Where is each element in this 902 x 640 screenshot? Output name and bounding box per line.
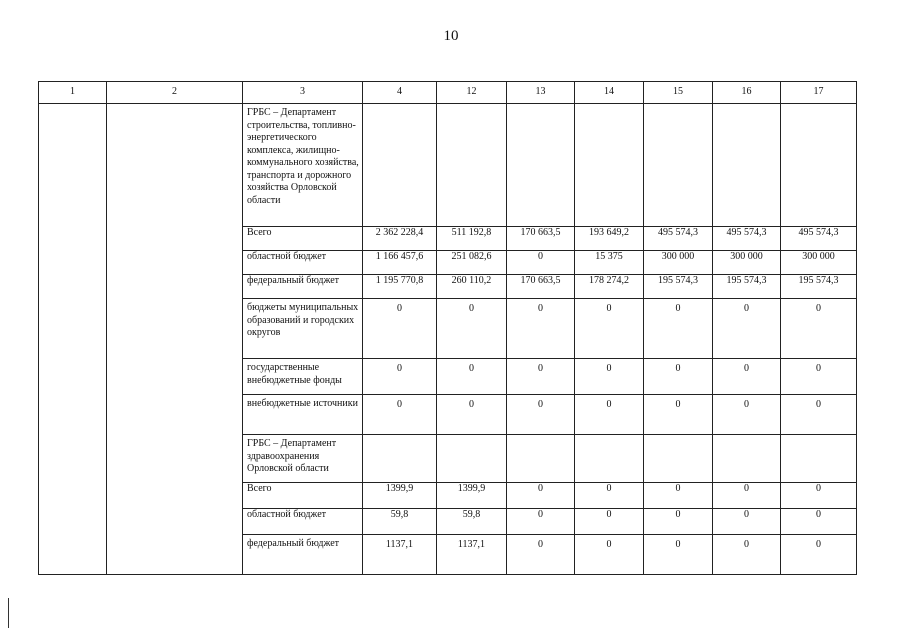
value-cell: 0 (713, 395, 781, 435)
value-cell: 0 (363, 299, 437, 359)
value-cell: 0 (575, 395, 644, 435)
value-cell: 170 663,5 (507, 275, 575, 299)
value-cell: 0 (781, 395, 857, 435)
value-cell: 495 574,3 (644, 227, 713, 251)
value-cell: 495 574,3 (781, 227, 857, 251)
value-cell: 0 (713, 299, 781, 359)
header-cell: 1 (39, 82, 107, 104)
value-cell: 195 574,3 (644, 275, 713, 299)
value-cell: 0 (507, 251, 575, 275)
value-cell: 511 192,8 (437, 227, 507, 251)
row-label: областной бюджет (243, 509, 363, 535)
value-cell: 251 082,6 (437, 251, 507, 275)
value-cell: 0 (575, 483, 644, 509)
value-cell: 300 000 (713, 251, 781, 275)
value-cell: 0 (713, 535, 781, 575)
value-cell: 0 (713, 483, 781, 509)
value-cell: 300 000 (644, 251, 713, 275)
row-label: федеральный бюджет (243, 535, 363, 575)
value-cell: 0 (781, 483, 857, 509)
value-cell: 260 110,2 (437, 275, 507, 299)
value-cell: 495 574,3 (713, 227, 781, 251)
value-cell: 0 (644, 299, 713, 359)
value-cell: 0 (781, 509, 857, 535)
value-cell: 0 (644, 535, 713, 575)
value-cell: 0 (713, 359, 781, 395)
value-cell: 300 000 (781, 251, 857, 275)
header-cell: 15 (644, 82, 713, 104)
value-cell: 0 (507, 395, 575, 435)
value-cell: 195 574,3 (713, 275, 781, 299)
row-label: ГРБС – Департамент строительства, топливно-энергетического комплекса, жилищно-коммунального хозяйства, транспорта и дорожного хозяйства Орловской области (243, 104, 363, 227)
value-cell: 1399,9 (363, 483, 437, 509)
value-cell: 0 (575, 535, 644, 575)
value-cell (644, 435, 713, 483)
row-label: бюджеты муниципальных образований и городских округов (243, 299, 363, 359)
value-cell (713, 435, 781, 483)
row-label: областной бюджет (243, 251, 363, 275)
value-cell: 0 (507, 483, 575, 509)
value-cell: 59,8 (363, 509, 437, 535)
value-cell: 1137,1 (363, 535, 437, 575)
value-cell: 0 (575, 509, 644, 535)
value-cell (363, 435, 437, 483)
value-cell: 0 (781, 535, 857, 575)
value-cell (781, 104, 857, 227)
value-cell: 0 (507, 509, 575, 535)
value-cell (437, 104, 507, 227)
col1-cell (39, 104, 107, 575)
value-cell: 0 (437, 359, 507, 395)
value-cell: 0 (575, 359, 644, 395)
scan-margin-mark (8, 598, 9, 628)
value-cell: 0 (507, 359, 575, 395)
value-cell: 59,8 (437, 509, 507, 535)
row-label: ГРБС – Департамент здравоохранения Орловской области (243, 435, 363, 483)
row-label: Всего (243, 227, 363, 251)
value-cell: 1 195 770,8 (363, 275, 437, 299)
header-cell: 3 (243, 82, 363, 104)
value-cell: 0 (363, 395, 437, 435)
header-cell: 2 (107, 82, 243, 104)
table-row (39, 104, 857, 227)
col2-cell (107, 104, 243, 575)
value-cell: 1137,1 (437, 535, 507, 575)
value-cell: 0 (644, 509, 713, 535)
value-cell: 0 (644, 359, 713, 395)
header-cell: 12 (437, 82, 507, 104)
value-cell: 1 166 457,6 (363, 251, 437, 275)
value-cell (575, 435, 644, 483)
value-cell: 170 663,5 (507, 227, 575, 251)
header-cell: 14 (575, 82, 644, 104)
value-cell: 0 (437, 299, 507, 359)
value-cell: 15 375 (575, 251, 644, 275)
value-cell: 0 (644, 395, 713, 435)
header-cell: 13 (507, 82, 575, 104)
value-cell: 0 (363, 359, 437, 395)
header-cell: 16 (713, 82, 781, 104)
header-cell: 17 (781, 82, 857, 104)
value-cell (644, 104, 713, 227)
value-cell: 2 362 228,4 (363, 227, 437, 251)
value-cell (437, 435, 507, 483)
row-label: государственные внебюджетные фонды (243, 359, 363, 395)
value-cell: 178 274,2 (575, 275, 644, 299)
value-cell (781, 435, 857, 483)
value-cell (507, 104, 575, 227)
value-cell: 0 (437, 395, 507, 435)
value-cell: 0 (507, 535, 575, 575)
header-cell: 4 (363, 82, 437, 104)
value-cell (507, 435, 575, 483)
value-cell (713, 104, 781, 227)
value-cell (363, 104, 437, 227)
value-cell (575, 104, 644, 227)
row-label: внебюджетные источники (243, 395, 363, 435)
value-cell: 0 (781, 299, 857, 359)
value-cell: 0 (781, 359, 857, 395)
header-row (39, 82, 857, 104)
row-label: федеральный бюджет (243, 275, 363, 299)
value-cell: 1399,9 (437, 483, 507, 509)
row-label: Всего (243, 483, 363, 509)
value-cell: 193 649,2 (575, 227, 644, 251)
budget-table (38, 81, 857, 575)
value-cell: 195 574,3 (781, 275, 857, 299)
value-cell: 0 (575, 299, 644, 359)
value-cell: 0 (713, 509, 781, 535)
value-cell: 0 (644, 483, 713, 509)
page-number: 10 (443, 28, 459, 44)
value-cell: 0 (507, 299, 575, 359)
